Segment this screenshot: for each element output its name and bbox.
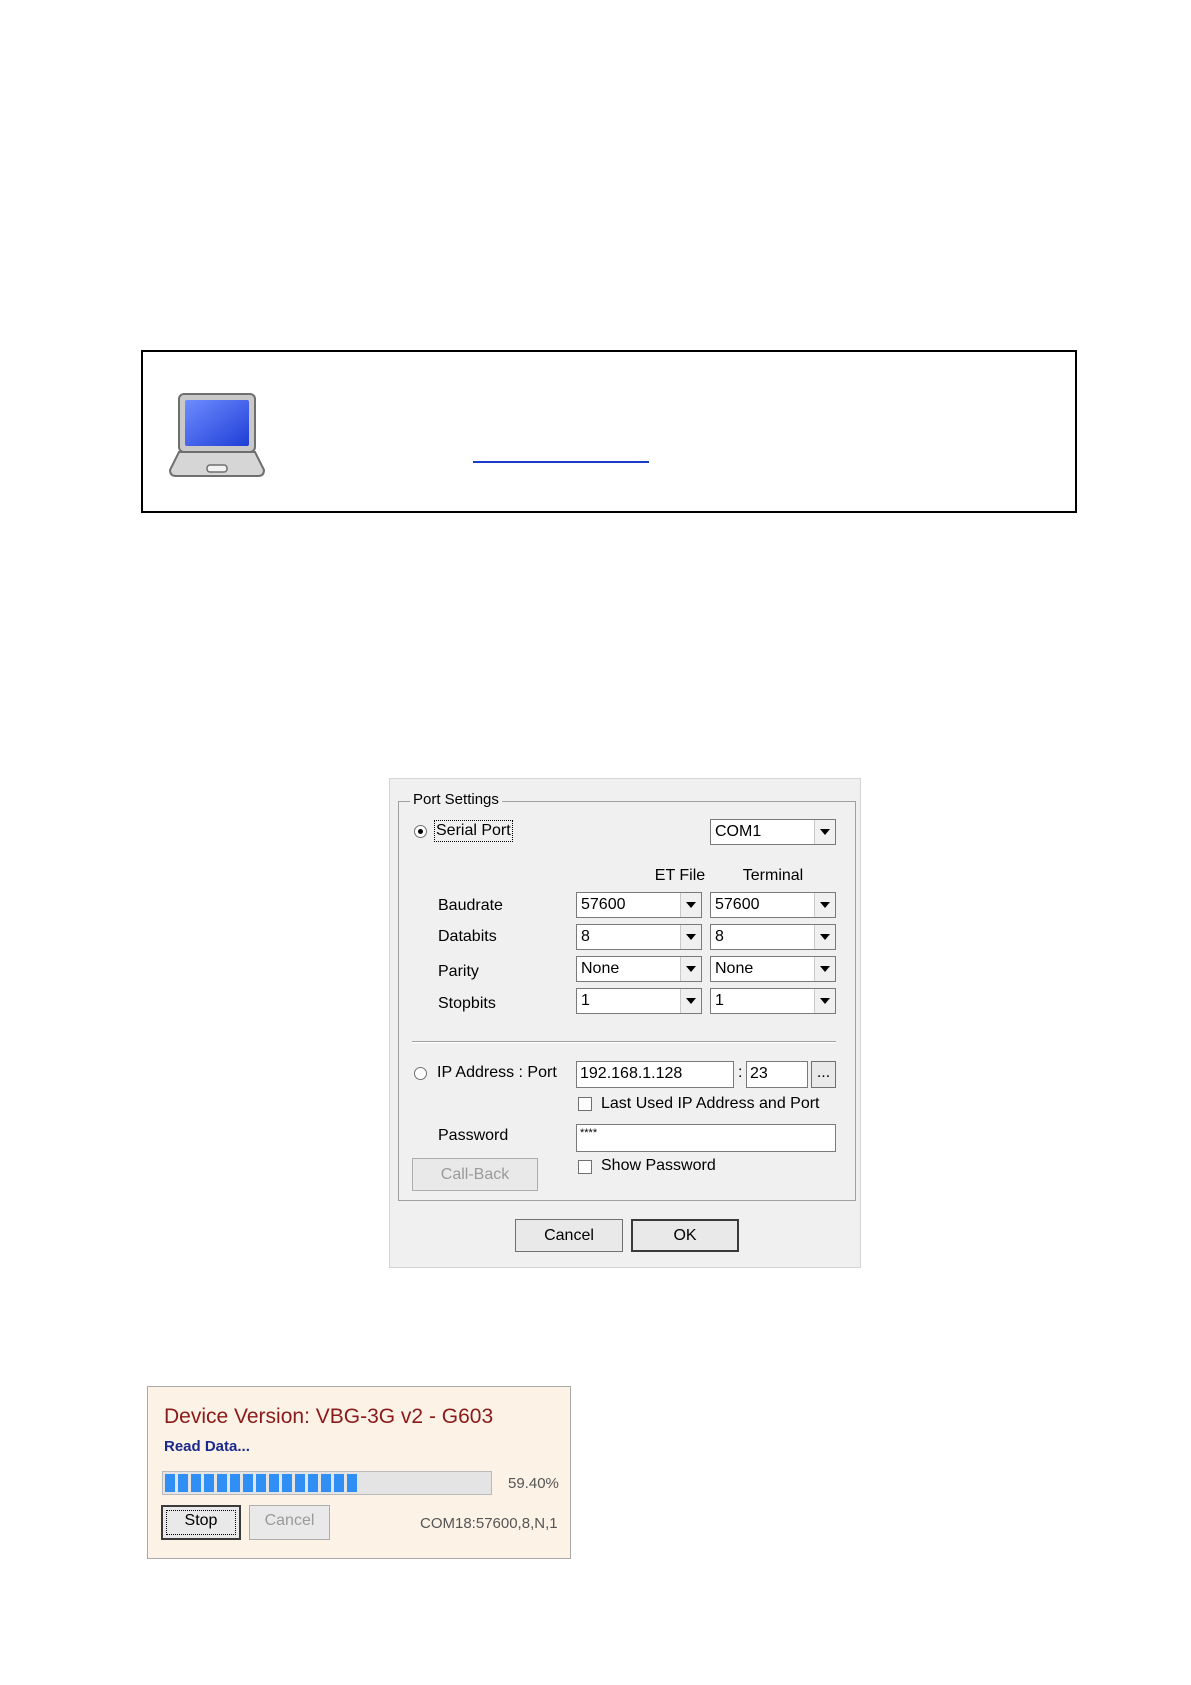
chevron-down-icon[interactable] — [814, 820, 835, 844]
device-version-title: Device Version: VBG-3G v2 - G603 — [164, 1405, 494, 1428]
parity-terminal-value: None — [715, 960, 754, 977]
browse-button[interactable]: ... — [811, 1061, 836, 1088]
chevron-down-icon[interactable] — [680, 989, 701, 1013]
databits-et-file-value: 8 — [581, 928, 590, 945]
ip-address-value: 192.168.1.128 — [580, 1065, 683, 1082]
ok-button[interactable]: OK — [631, 1219, 739, 1252]
baudrate-et-file-value: 57600 — [581, 896, 626, 913]
column-header-et-file: ET File — [654, 867, 706, 884]
stop-button-label: Stop — [184, 1512, 218, 1529]
show-password-checkbox[interactable] — [578, 1160, 592, 1174]
chevron-down-icon[interactable] — [814, 893, 835, 917]
progress-bar — [162, 1471, 492, 1495]
parity-terminal-select[interactable] — [710, 956, 836, 982]
laptop-icon — [169, 392, 265, 478]
read-progress-panel — [147, 1386, 571, 1559]
databits-label: Databits — [438, 928, 497, 945]
password-value: **** — [580, 1127, 598, 1139]
stopbits-et-file-select[interactable] — [576, 988, 702, 1014]
chevron-down-icon[interactable] — [814, 957, 835, 981]
baudrate-terminal-value: 57600 — [715, 896, 760, 913]
parity-et-file-select[interactable] — [576, 956, 702, 982]
com-port-select[interactable] — [710, 819, 836, 845]
progress-bar-fill — [165, 1474, 357, 1492]
read-status-text: Read Data... — [164, 1438, 250, 1455]
info-box — [141, 350, 1077, 513]
chevron-down-icon[interactable] — [680, 925, 701, 949]
stopbits-label: Stopbits — [438, 995, 496, 1012]
port-separator: : — [738, 1064, 743, 1081]
focus-ring — [166, 1510, 236, 1535]
parity-label: Parity — [438, 963, 479, 980]
parity-et-file-value: None — [581, 960, 620, 977]
port-value: 23 — [750, 1065, 768, 1082]
cancel-button[interactable]: Cancel — [515, 1219, 623, 1252]
progress-percent: 59.40% — [508, 1475, 559, 1492]
com-port-value: COM1 — [715, 823, 762, 840]
serial-port-label[interactable]: Serial Port — [436, 822, 511, 839]
show-password-label: Show Password — [601, 1157, 716, 1174]
password-label: Password — [438, 1127, 509, 1144]
link-underline[interactable] — [473, 447, 649, 463]
stopbits-terminal-value: 1 — [715, 992, 724, 1009]
last-used-label: Last Used IP Address and Port — [601, 1095, 820, 1112]
ip-address-radio[interactable] — [414, 1067, 427, 1080]
port-info-text: COM18:57600,8,N,1 — [420, 1515, 558, 1532]
databits-et-file-select[interactable] — [576, 924, 702, 950]
port-input[interactable] — [746, 1061, 808, 1088]
chevron-down-icon[interactable] — [814, 989, 835, 1013]
serial-port-radio[interactable] — [414, 825, 427, 838]
stopbits-et-file-value: 1 — [581, 992, 590, 1009]
stopbits-terminal-select[interactable] — [710, 988, 836, 1014]
chevron-down-icon[interactable] — [680, 893, 701, 917]
databits-terminal-value: 8 — [715, 928, 724, 945]
databits-terminal-select[interactable] — [710, 924, 836, 950]
call-back-button[interactable]: Call-Back — [412, 1158, 538, 1191]
group-title: Port Settings — [410, 791, 502, 808]
password-input[interactable] — [576, 1124, 836, 1152]
last-used-checkbox[interactable] — [578, 1097, 592, 1111]
stop-button[interactable] — [161, 1505, 241, 1540]
port-settings-dialog — [389, 778, 861, 1268]
baudrate-terminal-select[interactable] — [710, 892, 836, 918]
baudrate-et-file-select[interactable] — [576, 892, 702, 918]
ip-address-input[interactable] — [576, 1061, 734, 1088]
chevron-down-icon[interactable] — [814, 925, 835, 949]
chevron-down-icon[interactable] — [680, 957, 701, 981]
ip-address-label: IP Address : Port — [437, 1064, 557, 1081]
separator — [412, 1041, 836, 1043]
column-header-terminal: Terminal — [742, 867, 804, 884]
baudrate-label: Baudrate — [438, 897, 503, 914]
progress-cancel-button[interactable]: Cancel — [249, 1505, 330, 1540]
